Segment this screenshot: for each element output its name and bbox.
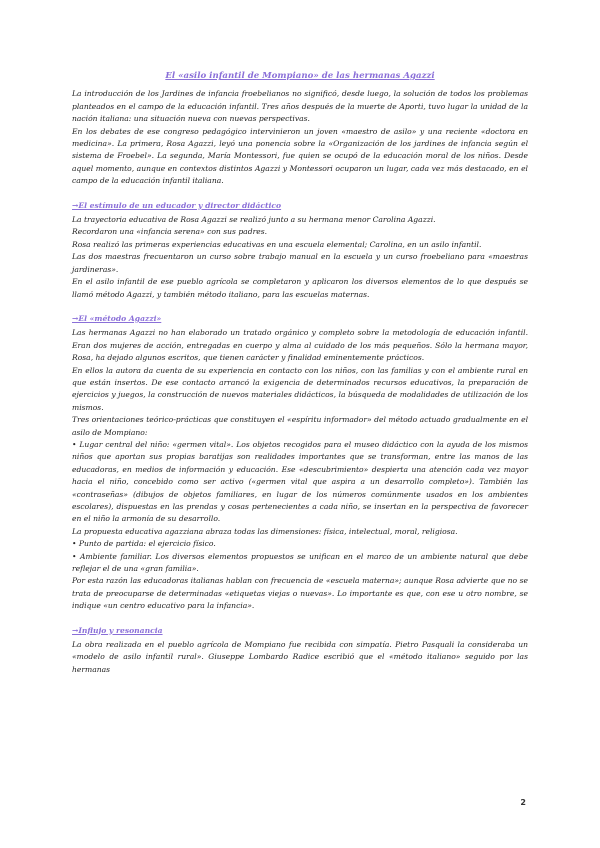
section2-bullet: • Ambiente familiar. Los diversos elementos propuestos se unifican en el marco de un ambiente natural que debe reflejar el de una «gran familia». — [72, 551, 528, 574]
document-title: El «asilo infantil de Mompiano» de las hermanas Agazzi — [165, 71, 435, 81]
section2-paragraph: Por esta razón las educadoras italianas hablan con frecuencia de «escuela materna»; aunque Rosa advierte que no se trata de preocuparse de determinadas «etiquetas viejas o nuevas». Lo importante es que, con ese u otro nombre, se indique «un centro educativo para la infancia». — [72, 576, 528, 611]
section1-paragraph: La trayectoria educativa de Rosa Agazzi se realizó junto a su hermana menor Carolina Agazzi. — [72, 215, 436, 225]
section2-bullet: • Lugar central del niño: «germen vital». Los objetos recogidos para el museo didáctico con la ayuda de los mismos niños que aportan sus propias baratijas son realidades importantes que se transforman, entre las manos de las educadoras, en medios de información y educación. Ese «descubrimiento» despierta una atención cada vez mayor hacia el niño, concebido como ser activo («germen vital que aspira a un desarrollo completo»). También las «contraseñas» (dibujos de objetos familiares, en lugar de los números comúnmente usados en los ambientes escolares), dispuestas en las prendas y cosas pertenecientes a cada niño, se insertan en la perspectiva de favorecer en el niño la armonía de su desarrollo. — [72, 439, 528, 524]
section2-paragraph: En ellos la autora da cuenta de su experiencia en contacto con los niños, con las familias y con el ambiente rural en que están insertos. De ese contacto arrancó la exigencia de determinados recursos educativos, la preparación de ejercicios y juegos, la construcción de nuevos materiales didácticos, la búsqueda de modalidades de utilización de los mismos. — [72, 365, 528, 412]
page-number: 2 — [520, 798, 526, 807]
section2-paragraph: La propuesta educativa agazziana abraza todas las dimensiones: física, intelectual, moral, religiosa. — [72, 526, 458, 536]
intro-paragraph: La introducción de los Jardines de infancia froebelianos no significó, desde luego, la solución de todos los problemas planteados en el campo de la educación infantil. Tres años después de la muerte de Aporti, tuvo lugar la unidad de la nación italiana: una situación nueva con nuevas perspectivas. — [72, 89, 528, 124]
intro-paragraph: En los debates de ese congreso pedagógico intervinieron un joven «maestro de asilo» y una reciente «doctora en medicina». La primera, Rosa Agazzi, leyó una ponencia sobre la «Organización de los jardines de infancia según el sistema de Froebel». La segunda, María Montessori, fue quien se ocupó de la educación moral de los niños. Desde aquel momento, aunque en contextos distintos Agazzi y Montessori ocuparon un lugar, cada vez más destacado, en el campo de la educación infantil italiana. — [72, 126, 528, 186]
section2-paragraph: Las hermanas Agazzi no han elaborado un tratado orgánico y completo sobre la metodología de educación infantil. Eran dos mujeres de acción, entregadas en cuerpo y alma al cuidado de los más pequeños. Sólo la hermana mayor, Rosa, ha dejado algunos escritos, que tienen carácter y finalidad eminentemente prácticos. — [72, 328, 528, 363]
section1-paragraph: Recordaron una «infancia serena» con sus padres. — [72, 227, 268, 237]
section1-paragraph: Las dos maestras frecuentaron un curso sobre trabajo manual en la escuela y un curso froebeliano para «maestras jardineras». — [72, 252, 528, 274]
section3-paragraph: La obra realizada en el pueblo agrícola de Mompiano fue recibida con simpatía. Pietro Pasquali la consideraba un «modelo de asilo infantil rural». Giuseppe Lombardo Radice escribió que el «método italiano» seguido por las hermanas — [72, 640, 528, 674]
section-heading-influjo: →Influjo y resonancia — [72, 625, 163, 635]
section1-paragraph: En el asilo infantil de ese pueblo agrícola se completaron y aplicaron los diversos elementos de lo que después se llamó método Agazzi, y también método italiano, para las escuelas maternas. — [72, 277, 528, 299]
section-heading-metodo: →El «método Agazzi» — [72, 313, 162, 323]
section-heading-estimulo: →El estímulo de un educador y director didáctico — [72, 200, 282, 210]
section2-bullet: • Punto de partida: el ejercicio físico. — [72, 539, 216, 549]
section1-paragraph: Rosa realizó las primeras experiencias educativas en una escuela elemental; Carolina, en un asilo infantil. — [72, 239, 482, 249]
section2-paragraph: Tres orientaciones teórico-prácticas que constituyen el «espíritu informador» del método actuado gradualmente en el asilo de Mompiano: — [72, 415, 528, 437]
